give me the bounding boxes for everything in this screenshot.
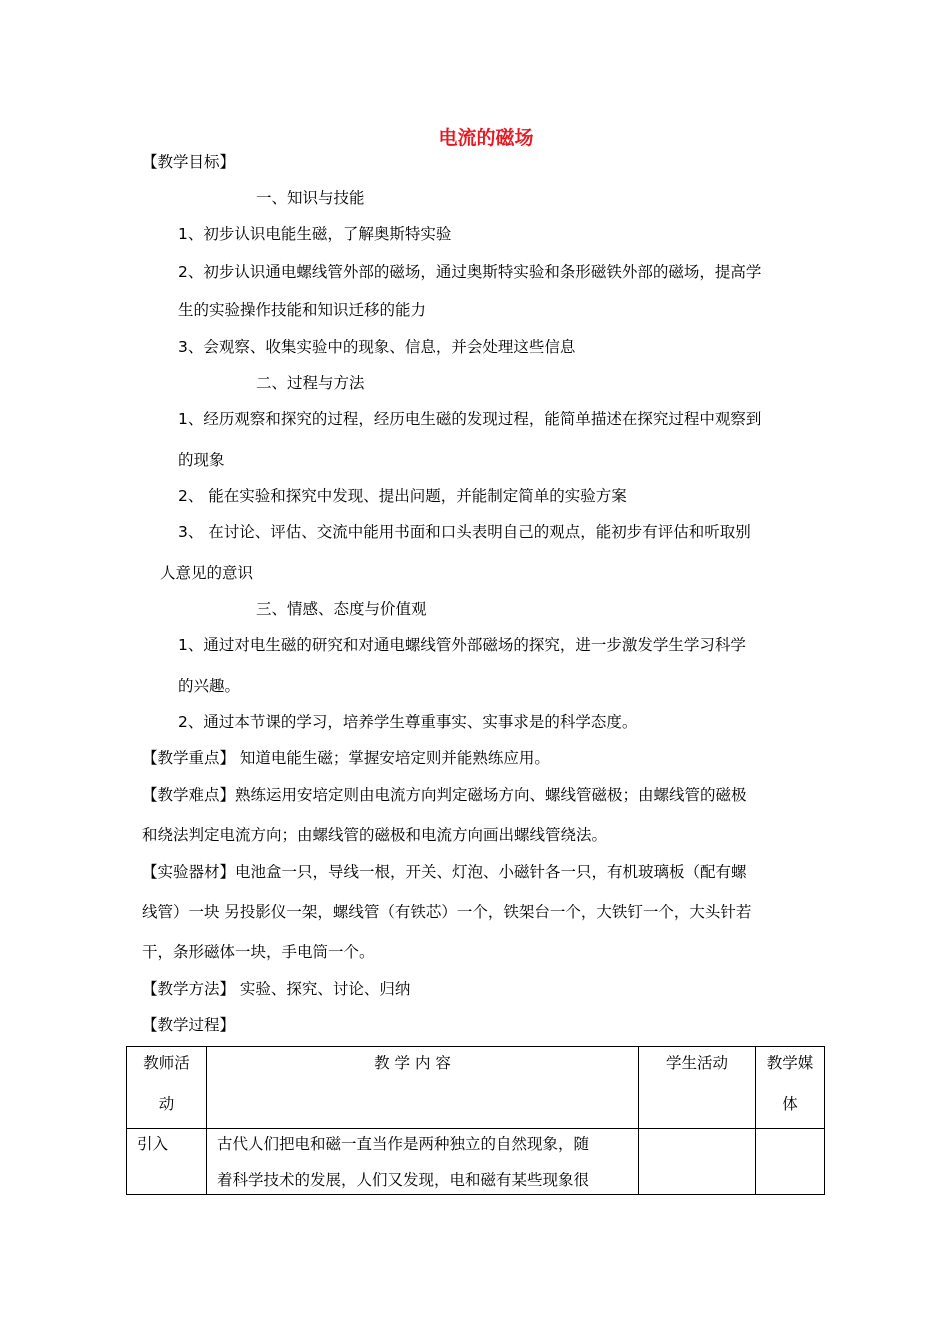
process-item-3-line-2: 人意见的意识	[160, 564, 254, 582]
document-title: 电流的磁场	[438, 127, 534, 149]
attitude-item-2: 2、通过本节课的学习，培养学生尊重事实、实事求是的科学态度。	[178, 713, 638, 731]
difficulty-line-1: 【教学难点】熟练运用安培定则由电流方向判定磁场方向、螺线管磁极；由螺线管的磁极	[142, 786, 747, 804]
process-heading: 【教学过程】	[142, 1016, 236, 1034]
row-content	[207, 1129, 639, 1195]
section-process-heading: 二、过程与方法	[256, 374, 365, 392]
knowledge-item-1: 1、初步认识电能生磁，了解奥斯特实验	[178, 225, 452, 243]
header-media	[756, 1047, 825, 1129]
equipment-line-1: 【实验器材】电池盒一只，导线一根，开关、灯泡、小磁针各一只，有机玻璃板（配有螺	[142, 863, 747, 881]
row-media	[756, 1129, 825, 1195]
process-item-1-line-2: 的现象	[178, 451, 225, 469]
header-student-label: 学生活动	[665, 1054, 728, 1072]
attitude-item-1-line-1: 1、通过对电生磁的研究和对通电螺线管外部磁场的探究，进一步激发学生学习科学	[178, 636, 746, 654]
header-teacher-line-1: 教师活	[143, 1054, 190, 1072]
row-content-line-2: 着科学技术的发展，人们又发现，电和磁有某些现象很	[217, 1171, 590, 1189]
equipment-line-2: 线管）一块 另投影仪一架，螺线管（有铁芯）一个，铁架台一个，大铁钉一个，大头针若	[142, 903, 752, 921]
section-knowledge-heading: 一、知识与技能	[256, 189, 365, 207]
table-header-row	[127, 1047, 825, 1129]
row-teacher-activity	[127, 1129, 207, 1195]
difficulty-line-2: 和绕法判定电流方向；由螺线管的磁极和电流方向画出螺线管绕法。	[142, 826, 608, 844]
process-item-3-line-1: 3、 在讨论、评估、交流中能用书面和口头表明自己的观点，能初步有评估和听取别	[178, 523, 751, 541]
knowledge-item-2-line-2: 生的实验操作技能和知识迁移的能力	[178, 301, 427, 319]
table-row	[127, 1129, 825, 1195]
teaching-method: 【教学方法】 实验、探究、讨论、归纳	[142, 980, 411, 998]
teaching-process-table	[126, 1046, 825, 1195]
knowledge-item-2-line-1: 2、初步认识通电螺线管外部的磁场，通过奥斯特实验和条形磁铁外部的磁场，提高学	[178, 263, 762, 281]
header-teacher-line-2: 动	[158, 1095, 175, 1113]
header-media-line-1: 教学媒	[766, 1054, 814, 1072]
process-item-1-line-1: 1、经历观察和探究的过程，经历电生磁的发现过程，能简单描述在探究过程中观察到	[178, 410, 762, 428]
knowledge-item-3: 3、会观察、收集实验中的现象、信息，并会处理这些信息	[178, 338, 576, 356]
process-item-2: 2、 能在实验和探究中发现、提出问题，并能制定简单的实验方案	[178, 487, 627, 505]
equipment-line-3: 干，条形磁体一块，手电筒一个。	[142, 943, 375, 961]
key-points: 【教学重点】 知道电能生磁；掌握安培定则并能熟练应用。	[142, 749, 550, 767]
section-attitude-heading: 三、情感、态度与价值观	[256, 600, 427, 618]
attitude-item-1-line-2: 的兴趣。	[178, 677, 241, 695]
header-student-activity	[639, 1047, 756, 1129]
header-teacher-activity	[127, 1047, 207, 1129]
row-teacher-label: 引入	[137, 1135, 169, 1153]
row-content-line-1: 古代人们把电和磁一直当作是两种独立的自然现象，随	[217, 1135, 590, 1153]
row-student-activity	[639, 1129, 756, 1195]
header-content	[207, 1047, 639, 1129]
objectives-heading: 【教学目标】	[142, 153, 236, 171]
header-media-line-2: 体	[782, 1095, 798, 1113]
header-content-label: 教 学 内 容	[374, 1054, 451, 1072]
